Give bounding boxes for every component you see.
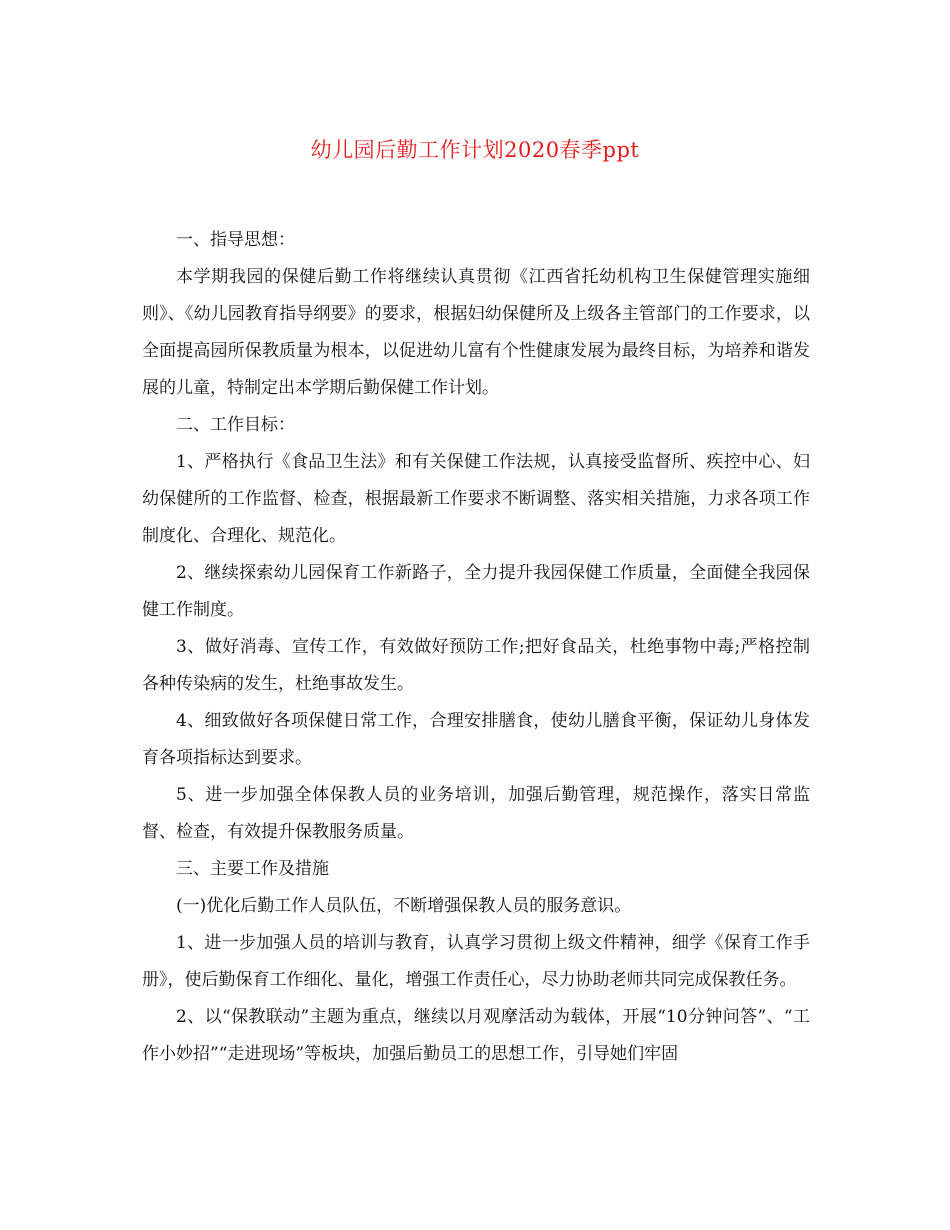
section-heading-work-goals: 二、工作目标：	[176, 415, 295, 435]
measure-item-2: 2、以“保教联动”主题为重点，继续以月观摩活动为载体，开展“10分钟问答”、“工作小妙招”“走进现场”等板块，加强后勤员工的思想工作，引导她们牢固	[142, 1007, 810, 1064]
goal-item-1: 1、严格执行《食品卫生法》和有关保健工作法规，认真接受监督所、疾控中心、妇幼保健所的工作监督、检查，根据最新工作要求不断调整、落实相关措施，力求各项工作制度化、合理化、规范化。	[142, 452, 810, 546]
document-title: 幼儿园后勤工作计划2020春季ppt	[310, 138, 640, 162]
measure-item-1: 1、进一步加强人员的培训与教育，认真学习贯彻上级文件精神，细学《保育工作手册》，使后勤保育工作细化、量化，增强工作责任心，尽力协助老师共同完成保教任务。	[142, 933, 810, 990]
section-heading-guiding-ideology: 一、指导思想：	[176, 230, 295, 250]
goal-item-5: 5、进一步加强全体保教人员的业务培训，加强后勤管理，规范操作，落实日常监督、检查，有效提升保教服务质量。	[142, 785, 810, 842]
goal-item-2: 2、继续探索幼儿园保育工作新路子，全力提升我园保健工作质量，全面健全我园保健工作制度。	[142, 563, 810, 620]
document-body	[142, 222, 810, 1073]
goal-item-4: 4、细致做好各项保健日常工作，合理安排膳食，使幼儿膳食平衡，保证幼儿身体发育各项指标达到要求。	[142, 711, 810, 768]
subsection-heading-1: (一)优化后勤工作人员队伍，不断增强保教人员的服务意识。	[176, 896, 632, 916]
goal-item-3: 3、做好消毒、宣传工作，有效做好预防工作;把好食品关，杜绝事物中毒;严格控制各种传染病的发生，杜绝事故发生。	[142, 637, 810, 694]
section-heading-main-work: 三、主要工作及措施	[176, 859, 329, 879]
paragraph-guiding-ideology: 本学期我园的保健后勤工作将继续认真贯彻《江西省托幼机构卫生保健管理实施细则》、《幼儿园教育指导纲要》的要求，根据妇幼保健所及上级各主管部门的工作要求，以全面提高园所保教质量为根本，以促进幼儿富有个性健康发展为最终目标，为培养和谐发展的儿童，特制定出本学期后勤保健工作计划。	[142, 267, 810, 398]
